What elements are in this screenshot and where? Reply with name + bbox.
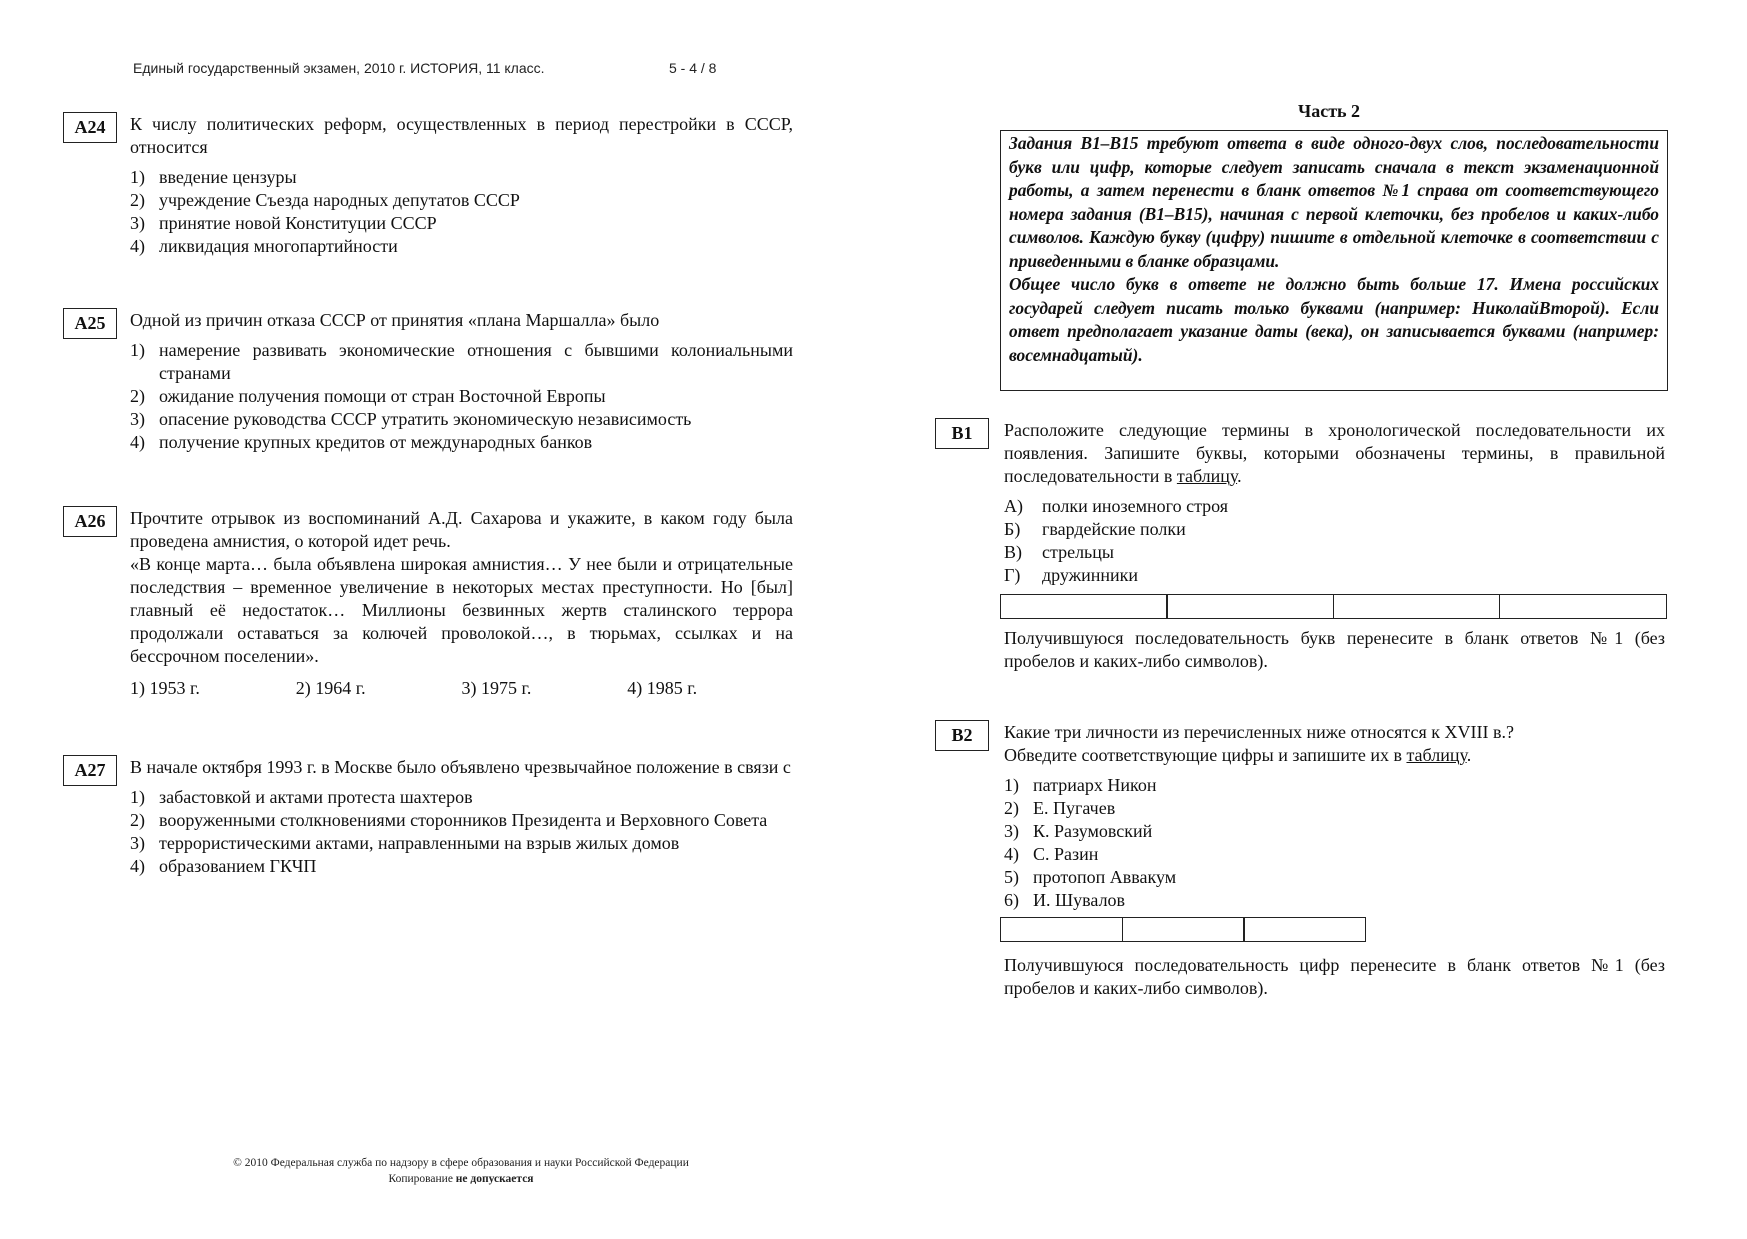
transfer-instruction: Получившуюся последовательность букв перенесите в бланк ответов №1 (без пробелов и каких-либо символов). [1004,628,1665,671]
option-2: 2) Е. Пугачев [1004,798,1116,818]
option-4: 4) образованием ГКЧП [130,856,317,876]
question-number: А26 [63,506,117,537]
option-a: А) полки иноземного строя [1004,496,1229,516]
copy-notice: Копирование не допускается [388,1173,534,1185]
page-number: 5 - 4 / 8 [669,60,717,76]
option-3: 3) принятие новой Конституции СССР [130,213,437,233]
option-2: 2) ожидание получения помощи от стран Восточной Европы [130,386,606,406]
option-1: 1) введение цензуры [130,167,297,187]
page-footer [196,1155,726,1187]
option-2: 2) вооруженными столкновениями сторонников Президента и Верховного Совета [130,810,768,830]
question-number: А25 [63,308,117,339]
page-header [133,60,717,76]
option-3: 3) террористическими актами, направленными на взрыв жилых домов [130,833,680,853]
option-4: 4) 1985 г. [627,678,698,698]
question-number: В2 [935,720,989,751]
answer-cell[interactable] [1122,917,1245,942]
option-5: 5) протопоп Аввакум [1004,867,1177,887]
option-3: 3) К. Разумовский [1004,821,1153,841]
option-3: 3) 1975 г. [461,678,532,698]
question-stem-line2: Обведите соответствующие цифры и запишите их в таблицу. [1004,745,1472,765]
answer-cell[interactable] [1333,594,1501,619]
option-4: 4) получение крупных кредитов от международных банков [130,432,593,452]
exam-title: Единый государственный экзамен, 2010 г. ИСТОРИЯ, 11 класс. [133,60,545,76]
option-6: 6) И. Шувалов [1004,890,1126,910]
options-row [130,677,793,700]
answer-cell[interactable] [1166,594,1334,619]
question-stem: Расположите следующие термины в хронологической последовательности их появления. Запишите буквы, которыми обозначены термины, в правильной последовательности в таблицу. [1004,420,1665,486]
answer-table [1000,917,1665,942]
option-1: 1) намерение развивать экономические отношения с бывшими колониальными странами [130,340,793,383]
answer-cell[interactable] [1000,594,1168,619]
answer-cell[interactable] [1499,594,1667,619]
question-number: В1 [935,418,989,449]
answer-table [1000,594,1665,619]
instructions-box [1000,130,1668,391]
option-g: Г) дружинники [1004,565,1139,585]
question-number: А24 [63,112,117,143]
transfer-instruction: Получившуюся последовательность цифр перенесите в бланк ответов №1 (без пробелов и каких-либо символов). [1004,955,1665,998]
part-title: Часть 2 [1298,101,1361,121]
option-1: 1) 1953 г. [130,678,200,698]
copyright-line: © 2010 Федеральная служба по надзору в сфере образования и науки Российской Федерации [233,1157,689,1169]
option-3: 3) опасение руководства СССР утратить экономическую независимость [130,409,692,429]
question-stem: Одной из причин отказа СССР от принятия «плана Маршалла» было [130,310,660,330]
question-stem-line1: Какие три личности из перечисленных ниже относятся к XVIII в.? [1004,722,1514,742]
question-number: А27 [63,755,117,786]
question-stem: В начале октября 1993 г. в Москве было объявлено чрезвычайное положение в связи с [130,757,791,777]
question-stem: Прочтите отрывок из воспоминаний А.Д. Сахарова и укажите, в каком году была проведена амнистия, о которой идет речь. [130,508,793,551]
option-2: 2) учреждение Съезда народных депутатов СССР [130,190,520,210]
answer-cell[interactable] [1243,917,1366,942]
option-2: 2) 1964 г. [295,678,366,698]
answer-cell[interactable] [1000,917,1123,942]
option-1: 1) забастовкой и актами протеста шахтеров [130,787,473,807]
option-4: 4) ликвидация многопартийности [130,236,398,256]
instructions-text-2: Общее число букв в ответе не должно быть больше 17. Имена российских государей следует писать только буквами (например: НиколайВторой). Если ответ предполагает указание даты (века), он записывается буквами (например: восемнадцатый). [1009,274,1659,365]
table-link: таблицу [1406,745,1467,765]
table-link: таблицу [1176,466,1238,486]
option-b: Б) гвардейские полки [1004,519,1186,539]
quote-text: «В конце марта… была объявлена широкая амнистия… У нее были и отрицательные последствия – временное увеличение в некоторых местах преступности. Но [был] главный её недостаток… Миллионы безвинных жертв сталинского террора продолжали оставаться за колючей проволокой…, в тюрьмах, ссылках и на бессрочном поселении». [130,554,793,666]
question-stem: К числу политических реформ, осуществленных в период перестройки в СССР, относится [130,114,793,157]
instructions-text: Задания В1–В15 требуют ответа в виде одного-двух слов, последовательности букв или цифр, которые следует записать сначала в текст экзаменационной работы, а затем перенести в бланк ответов №1 справа от соответствующего номера задания (В1–В15), начиная с первой клеточки, без пробелов и каких-либо символов. Каждую букву (цифру) пишите в отдельной клеточке в соответствии с приведенными в бланке образцами. [1009,133,1659,271]
option-4: 4) С. Разин [1004,844,1099,864]
option-v: В) стрельцы [1004,542,1114,562]
option-1: 1) патриарх Никон [1004,775,1157,795]
